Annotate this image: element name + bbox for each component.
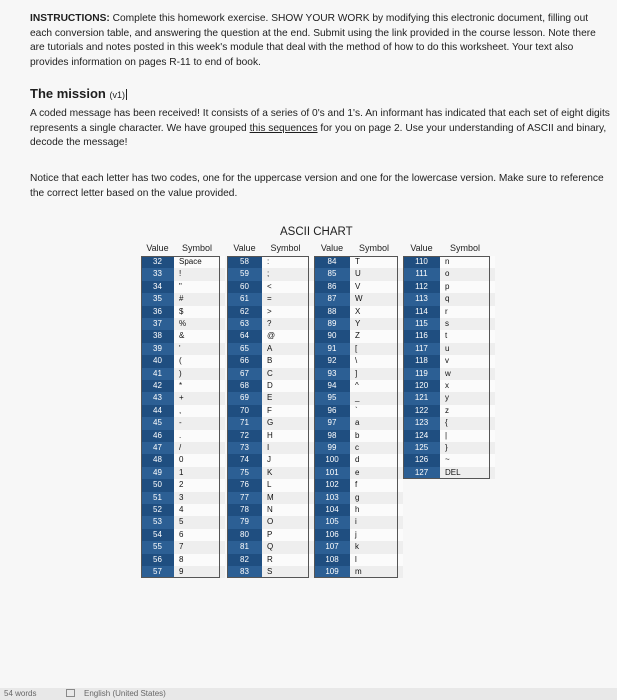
column-border (141, 256, 220, 578)
ascii-value-cell: 103 (314, 492, 350, 504)
proofing-icon[interactable] (66, 689, 75, 697)
status-bar (0, 688, 617, 700)
ascii-symbol-cell: ^ (350, 380, 403, 392)
ascii-value-cell: 50 (141, 479, 174, 491)
ascii-symbol-cell: & (174, 330, 225, 342)
ascii-value-cell: 67 (227, 368, 262, 380)
ascii-value-cell: 88 (314, 306, 350, 318)
symbol-header: Symbol (270, 243, 301, 253)
instructions-text-2: SHOW YOUR WORK by modifying this electronic document, filling out each conversion table, and answering the question at the end. (30, 13, 589, 39)
mission-text-c: An informant has indicated that each set of eight digits represents a single character. (30, 108, 610, 134)
ascii-symbol-cell: C (262, 368, 314, 380)
ascii-value-cell: 109 (314, 566, 350, 578)
ascii-value-cell: 42 (141, 380, 174, 392)
ascii-symbol-cell: J (262, 454, 314, 466)
ascii-symbol-cell: e (350, 467, 403, 479)
ascii-value-cell: 51 (141, 492, 174, 504)
ascii-value-cell: 41 (141, 368, 174, 380)
ascii-symbol-cell: \ (350, 355, 403, 367)
mission-version: (v1) (109, 90, 125, 100)
ascii-value-cell: 102 (314, 479, 350, 491)
ascii-symbol-cell: U (350, 268, 403, 280)
instructions-label: INSTRUCTIONS: (30, 13, 110, 24)
ascii-symbol-cell: V (350, 281, 403, 293)
ascii-value-cell: 119 (403, 368, 440, 380)
ascii-symbol-cell: DEL (440, 467, 495, 479)
ascii-value-cell: 81 (227, 541, 262, 553)
ascii-symbol-cell: L (262, 479, 314, 491)
ascii-symbol-cell: u (440, 343, 495, 355)
ascii-value-cell: 120 (403, 380, 440, 392)
ascii-symbol-cell: , (174, 405, 225, 417)
ascii-value-cell: 86 (314, 281, 350, 293)
ascii-value-cell: 79 (227, 516, 262, 528)
ascii-chart-table (141, 241, 490, 606)
ascii-value-cell: 99 (314, 442, 350, 454)
ascii-symbol-cell: S (262, 566, 314, 578)
column-border (314, 256, 398, 578)
ascii-value-cell: 60 (227, 281, 262, 293)
ascii-symbol-cell: + (174, 392, 225, 404)
ascii-symbol-cell: p (440, 281, 495, 293)
ascii-value-cell: 56 (141, 554, 174, 566)
mission-title: The mission (30, 86, 106, 101)
ascii-value-cell: 118 (403, 355, 440, 367)
ascii-symbol-cell: O (262, 516, 314, 528)
ascii-value-cell: 62 (227, 306, 262, 318)
ascii-value-cell: 32 (141, 256, 174, 268)
ascii-value-cell: 63 (227, 318, 262, 330)
ascii-value-cell: 105 (314, 516, 350, 528)
ascii-value-cell: 98 (314, 430, 350, 442)
value-header: Value (233, 243, 256, 253)
ascii-value-cell: 53 (141, 516, 174, 528)
ascii-value-cell: 83 (227, 566, 262, 578)
ascii-symbol-cell: P (262, 529, 314, 541)
ascii-value-cell: 114 (403, 306, 440, 318)
ascii-symbol-cell: 6 (174, 529, 225, 541)
mission-paragraph-1 (30, 107, 610, 151)
ascii-value-cell: 57 (141, 566, 174, 578)
ascii-value-cell: 46 (141, 430, 174, 442)
ascii-symbol-cell: ! (174, 268, 225, 280)
ascii-value-cell: 89 (314, 318, 350, 330)
ascii-symbol-cell: G (262, 417, 314, 429)
ascii-value-cell: 106 (314, 529, 350, 541)
instructions-text-1: Complete this homework exercise. (112, 13, 269, 24)
ascii-symbol-cell: z (440, 405, 495, 417)
ascii-value-cell: 68 (227, 380, 262, 392)
ascii-symbol-cell: 5 (174, 516, 225, 528)
ascii-value-cell: 116 (403, 330, 440, 342)
instructions-paragraph (30, 12, 610, 70)
ascii-value-cell: 123 (403, 417, 440, 429)
ascii-value-cell: 107 (314, 541, 350, 553)
ascii-value-cell: 70 (227, 405, 262, 417)
instructions-text-4: Note there are tutorials and notes posted in this week's module that deal with the method of how to do this worksheet. (30, 27, 596, 54)
ascii-value-cell: 85 (314, 268, 350, 280)
ascii-symbol-cell: 3 (174, 492, 225, 504)
ascii-value-cell: 52 (141, 504, 174, 516)
ascii-value-cell: 111 (403, 268, 440, 280)
ascii-value-cell: 34 (141, 281, 174, 293)
ascii-symbol-cell: m (350, 566, 403, 578)
ascii-value-cell: 122 (403, 405, 440, 417)
symbol-header: Symbol (358, 243, 389, 253)
ascii-value-cell: 38 (141, 330, 174, 342)
ascii-symbol-cell: v (440, 355, 495, 367)
ascii-symbol-cell: d (350, 454, 403, 466)
ascii-value-cell: 43 (141, 392, 174, 404)
ascii-symbol-cell: ( (174, 355, 225, 367)
ascii-symbol-cell: @ (262, 330, 314, 342)
ascii-value-cell: 104 (314, 504, 350, 516)
word-count[interactable]: 54 words (4, 689, 37, 698)
ascii-value-cell: 101 (314, 467, 350, 479)
ascii-symbol-cell: A (262, 343, 314, 355)
ascii-value-cell: 92 (314, 355, 350, 367)
ascii-symbol-cell: [ (350, 343, 403, 355)
ascii-symbol-cell: E (262, 392, 314, 404)
ascii-value-cell: 49 (141, 467, 174, 479)
ascii-symbol-cell: 8 (174, 554, 225, 566)
ascii-symbol-cell: 9 (174, 566, 225, 578)
text-cursor (126, 89, 127, 100)
ascii-value-cell: 76 (227, 479, 262, 491)
ascii-symbol-cell: % (174, 318, 225, 330)
ascii-symbol-cell: f (350, 479, 403, 491)
ascii-symbol-cell: l (350, 554, 403, 566)
ascii-symbol-cell: q (440, 293, 495, 305)
ascii-value-cell: 75 (227, 467, 262, 479)
ascii-value-cell: 58 (227, 256, 262, 268)
ascii-value-cell: 95 (314, 392, 350, 404)
ascii-symbol-cell: ' (174, 343, 225, 355)
ascii-value-cell: 110 (403, 256, 440, 268)
ascii-symbol-cell: i (350, 516, 403, 528)
ascii-value-cell: 45 (141, 417, 174, 429)
ascii-value-cell: 115 (403, 318, 440, 330)
ascii-symbol-cell: $ (174, 306, 225, 318)
ascii-symbol-cell: ` (350, 405, 403, 417)
ascii-symbol-cell: s (440, 318, 495, 330)
ascii-value-cell: 47 (141, 442, 174, 454)
ascii-symbol-cell: c (350, 442, 403, 454)
ascii-value-cell: 65 (227, 343, 262, 355)
ascii-symbol-cell: - (174, 417, 225, 429)
ascii-value-cell: 37 (141, 318, 174, 330)
ascii-symbol-cell: 1 (174, 467, 225, 479)
value-header: Value (410, 243, 433, 253)
ascii-symbol-cell: x (440, 380, 495, 392)
ascii-value-cell: 78 (227, 504, 262, 516)
ascii-symbol-cell: ; (262, 268, 314, 280)
column-header (141, 241, 220, 256)
mission-text-a: A coded message has been received! (30, 108, 200, 119)
ascii-value-cell: 44 (141, 405, 174, 417)
ascii-symbol-cell: Space (174, 256, 225, 268)
ascii-value-cell: 87 (314, 293, 350, 305)
ascii-symbol-cell: > (262, 306, 314, 318)
ascii-symbol-cell: ? (262, 318, 314, 330)
ascii-value-cell: 127 (403, 467, 440, 479)
ascii-value-cell: 55 (141, 541, 174, 553)
ascii-value-cell: 84 (314, 256, 350, 268)
ascii-symbol-cell: = (262, 293, 314, 305)
mission-heading (30, 86, 127, 101)
ascii-chart-title: ASCII CHART (280, 226, 353, 238)
ascii-value-cell: 36 (141, 306, 174, 318)
ascii-symbol-cell: h (350, 504, 403, 516)
ascii-symbol-cell: ~ (440, 454, 495, 466)
ascii-value-cell: 64 (227, 330, 262, 342)
ascii-value-cell: 71 (227, 417, 262, 429)
column-header (403, 241, 490, 256)
ascii-value-cell: 94 (314, 380, 350, 392)
ascii-value-cell: 74 (227, 454, 262, 466)
ascii-symbol-cell: W (350, 293, 403, 305)
ascii-value-cell: 80 (227, 529, 262, 541)
ascii-symbol-cell: 4 (174, 504, 225, 516)
column-header (314, 241, 398, 256)
ascii-symbol-cell: ] (350, 368, 403, 380)
column-border (403, 256, 490, 479)
column-border (227, 256, 309, 578)
ascii-value-cell: 59 (227, 268, 262, 280)
ascii-symbol-cell: r (440, 306, 495, 318)
ascii-symbol-cell: 2 (174, 479, 225, 491)
ascii-symbol-cell: 7 (174, 541, 225, 553)
mission-text-g: Notice that each letter has two codes, one for the uppercase version and one for the lowercase version. (30, 173, 497, 184)
mission-text-f: Use your understanding of ASCII and binary, decode the message! (30, 122, 607, 149)
ascii-value-cell: 39 (141, 343, 174, 355)
ascii-value-cell: 69 (227, 392, 262, 404)
ascii-symbol-cell: N (262, 504, 314, 516)
instructions-text-3: Submit using the link provided in the course lesson. (313, 27, 546, 39)
ascii-symbol-cell: t (440, 330, 495, 342)
ascii-value-cell: 112 (403, 281, 440, 293)
ascii-value-cell: 93 (314, 368, 350, 380)
ascii-value-cell: 100 (314, 454, 350, 466)
ascii-symbol-cell: X (350, 306, 403, 318)
ascii-value-cell: 124 (403, 430, 440, 442)
ascii-symbol-cell: j (350, 529, 403, 541)
mission-text-d: We have grouped (166, 122, 247, 134)
ascii-symbol-cell: I (262, 442, 314, 454)
mission-paragraph-2 (30, 172, 610, 201)
ascii-value-cell: 108 (314, 554, 350, 566)
ascii-symbol-cell: b (350, 430, 403, 442)
ascii-value-cell: 40 (141, 355, 174, 367)
ascii-symbol-cell: 0 (174, 454, 225, 466)
ascii-symbol-cell: D (262, 380, 314, 392)
sequences-link[interactable]: this sequences (249, 122, 318, 134)
ascii-value-cell: 33 (141, 268, 174, 280)
ascii-symbol-cell: H (262, 430, 314, 442)
ascii-value-cell: 35 (141, 293, 174, 305)
ascii-value-cell: 125 (403, 442, 440, 454)
value-header: Value (320, 243, 344, 253)
ascii-value-cell: 97 (314, 417, 350, 429)
ascii-symbol-cell: _ (350, 392, 403, 404)
ascii-symbol-cell: Q (262, 541, 314, 553)
ascii-symbol-cell: B (262, 355, 314, 367)
mission-text-b: It consists of a series of 0's and 1's. (202, 108, 363, 119)
ascii-symbol-cell: { (440, 417, 495, 429)
ascii-symbol-cell: k (350, 541, 403, 553)
ascii-value-cell: 77 (227, 492, 262, 504)
ascii-symbol-cell: Z (350, 330, 403, 342)
ascii-value-cell: 90 (314, 330, 350, 342)
instructions-text-5: Your text also provides information on pages R-11 to end of book. (30, 42, 574, 68)
ascii-value-cell: 91 (314, 343, 350, 355)
value-header: Value (146, 243, 169, 253)
ascii-value-cell: 61 (227, 293, 262, 305)
ascii-symbol-cell: n (440, 256, 495, 268)
ascii-symbol-cell: F (262, 405, 314, 417)
mission-text-e: for you on page 2. (320, 122, 403, 134)
ascii-symbol-cell: # (174, 293, 225, 305)
ascii-symbol-cell: / (174, 442, 225, 454)
ascii-symbol-cell: } (440, 442, 495, 454)
symbol-header: Symbol (449, 243, 480, 253)
mission-text-h: Make sure to reference the correct letter based on the value provided. (30, 173, 604, 199)
ascii-symbol-cell: < (262, 281, 314, 293)
ascii-value-cell: 54 (141, 529, 174, 541)
ascii-value-cell: 48 (141, 454, 174, 466)
ascii-symbol-cell: a (350, 417, 403, 429)
ascii-symbol-cell: y (440, 392, 495, 404)
ascii-symbol-cell: R (262, 554, 314, 566)
ascii-value-cell: 82 (227, 554, 262, 566)
ascii-symbol-cell: g (350, 492, 403, 504)
ascii-symbol-cell: | (440, 430, 495, 442)
ascii-symbol-cell: . (174, 430, 225, 442)
ascii-value-cell: 72 (227, 430, 262, 442)
column-header (227, 241, 309, 256)
ascii-symbol-cell: Y (350, 318, 403, 330)
ascii-symbol-cell: ) (174, 368, 225, 380)
ascii-symbol-cell: * (174, 380, 225, 392)
ascii-value-cell: 117 (403, 343, 440, 355)
ascii-symbol-cell: w (440, 368, 495, 380)
ascii-symbol-cell: M (262, 492, 314, 504)
ascii-value-cell: 113 (403, 293, 440, 305)
ascii-symbol-cell: T (350, 256, 403, 268)
language-indicator[interactable]: English (United States) (84, 689, 166, 698)
ascii-value-cell: 96 (314, 405, 350, 417)
ascii-symbol-cell: : (262, 256, 314, 268)
ascii-value-cell: 66 (227, 355, 262, 367)
ascii-value-cell: 121 (403, 392, 440, 404)
ascii-symbol-cell: o (440, 268, 495, 280)
ascii-symbol-cell: K (262, 467, 314, 479)
symbol-header: Symbol (181, 243, 212, 253)
ascii-symbol-cell: " (174, 281, 225, 293)
ascii-value-cell: 73 (227, 442, 262, 454)
ascii-value-cell: 126 (403, 454, 440, 466)
